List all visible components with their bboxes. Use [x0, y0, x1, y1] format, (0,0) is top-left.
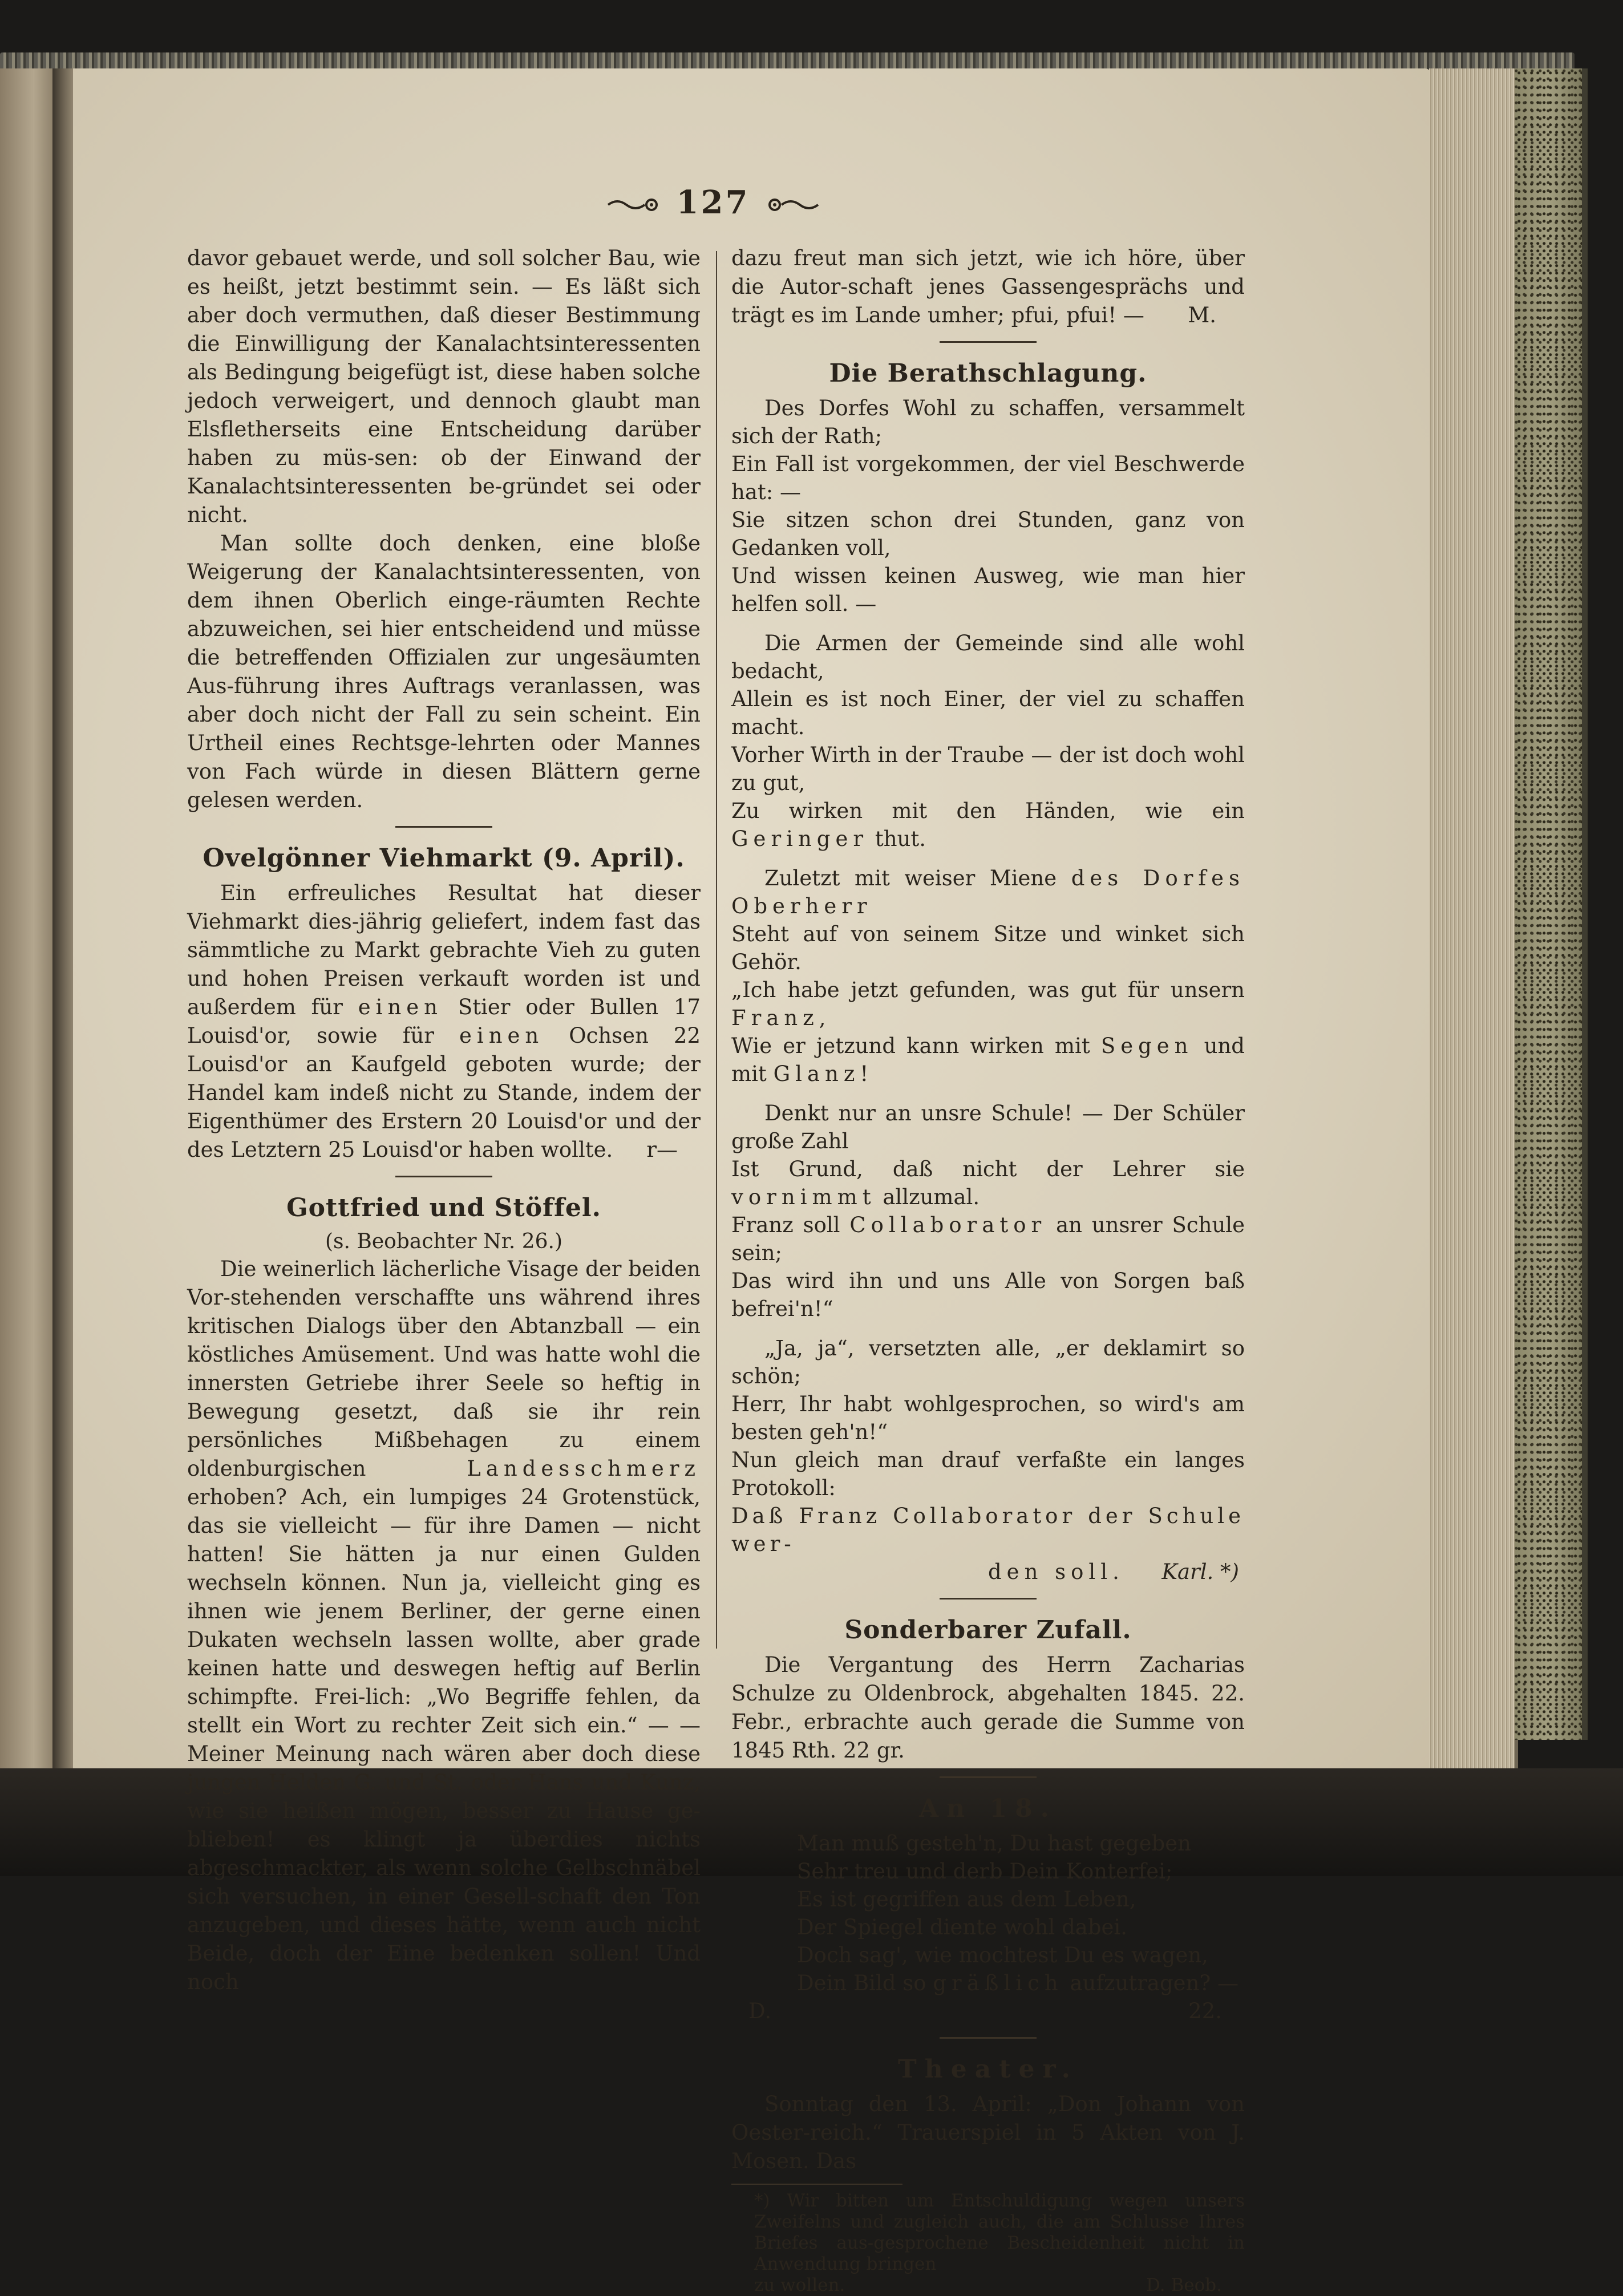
column-divider [716, 251, 717, 1649]
page-edges [1429, 68, 1518, 1771]
page-header [570, 184, 856, 221]
text-run: Die weinerlich lächerliche Visage der beiden Vor-stehenden verschaffte uns während ihres kritischen Dialogs über den Abtanzball — ein köstliches Amüsement. Und was hatte wohl die innersten Getriebe ihrer Seele so heftig in Bewegung gesetzt, daß sie ihr rein persönliches Mißbehagen zu einem oldenburgischen [187, 1257, 701, 1481]
spaced-emphasis: Landesschmerz [467, 1456, 701, 1481]
spaced-emphasis: Franz, [731, 1006, 831, 1030]
verse-line: Steht auf von seinem Sitze und winket sich Gehör. [731, 922, 1245, 974]
heading-ovelgoenne: Ovelgönner Viehmarkt (9. April). [203, 844, 685, 873]
verse-line [731, 797, 1245, 853]
verse-line: Sie sitzen schon drei Stunden, ganz von Gedanken voll, [731, 508, 1245, 560]
text-run: aufzutragen? — [1070, 1971, 1239, 1995]
spaced-emphasis: einen [459, 1023, 544, 1048]
stanza [731, 1099, 1245, 1323]
section-rule [395, 1176, 492, 1177]
signature-line [731, 1997, 1245, 2026]
spaced-emphasis: Collaborator [849, 1213, 1047, 1237]
verse-line: Sehr treu und derb Dein Konterfei; [797, 1859, 1173, 1884]
section-rule [940, 1598, 1037, 1599]
heading-theater: Theater. [897, 2055, 1078, 2084]
article-paragraph [187, 1255, 701, 1997]
stanza [731, 864, 1245, 1088]
spaced-emphasis: den soll. [988, 1560, 1124, 1584]
footnote-text: *) Wir bitten um Entschuldigung wegen unsers Zweifelns und zugleich auch, die am Schlusse Ihres Briefes aus-gesprochene Bescheidenheit nicht in Anwendung bringen [754, 2190, 1245, 2274]
poem [797, 1829, 1245, 1997]
signature: D. [748, 1999, 772, 2023]
stanza [731, 1334, 1245, 1586]
book-cover [1515, 68, 1588, 1740]
spaced-emphasis: Segen [1100, 1034, 1193, 1058]
section-rule [940, 1776, 1037, 1778]
text-run: Franz soll [731, 1213, 840, 1237]
spaced-emphasis: gräßlich [933, 1971, 1063, 1995]
text-run: allzumal. [883, 1185, 980, 1209]
footnote-end-line [754, 2275, 1245, 2296]
heading-berathschlagung: Die Berathschlagung. [829, 359, 1147, 388]
text-run: Zu wirken mit den Händen, wie ein [731, 799, 1245, 823]
verse-line: Des Dorfes Wohl zu schaffen, versammelt sich der Rath; [731, 396, 1245, 448]
text-run: Zuletzt mit weiser Miene [764, 866, 1057, 890]
article-paragraph: Man sollte doch denken, eine bloße Weigerung der Kanalachtsinteressenten, von dem ihnen Oberlich einge-räumten Rechte abzuweichen, sei hier entscheidend und müsse die betreffenden Offizialen zur ungesäumten Aus-führung ihres Auftrags veranlassen, was aber doch nicht der Fall zu sein scheint. Ein Urtheil eines Rechtsge-lehrten oder Mannes von Fach würde in diesen Blättern gerne gelesen werden. [187, 531, 701, 812]
verse-line: Ein Fall ist vorgekommen, der viel Beschwerde hat: — [731, 452, 1245, 504]
subtitle: (s. Beobachter Nr. 26.) [325, 1230, 563, 1253]
footnote-rule [731, 2184, 902, 2185]
spaced-emphasis: einen [358, 995, 443, 1019]
verse-line: Der Spiegel diente wohl dabei. [797, 1915, 1128, 1939]
footnote-text: zu wollen. [754, 2275, 845, 2295]
article-paragraph: dazu freut man sich jetzt, wie ich höre, über die Autor-schaft jenes Gassengesprächs und trägt es im Lande umher; pfui, pfui! — [731, 246, 1245, 327]
verse-line: Daß Franz Collaborator der Schule wer- [731, 1504, 1245, 1556]
verse-end-line [731, 1558, 1245, 1586]
article-paragraph: Die Vergantung des Herrn Zacharias Schulze zu Oldenbrock, abgehalten 1845. 22. Febr., erbrachte auch gerade die Summe von 1845 Rth. 22 gr. [731, 1653, 1245, 1763]
ornament-right-icon [763, 193, 820, 216]
article-paragraph [187, 879, 701, 1164]
spaced-emphasis: Glanz! [773, 1062, 874, 1086]
section-rule [940, 2037, 1037, 2039]
text-run: und mit [731, 1034, 1245, 1086]
verse-line [731, 864, 1245, 920]
verse-line: Man muß gesteh'n, Du hast gegeben [797, 1831, 1191, 1856]
heading-zufall: Sonderbarer Zufall. [844, 1615, 1132, 1645]
left-column [187, 244, 701, 1997]
verse-line: Doch sag', wie mochtest Du es wagen, [797, 1943, 1208, 1967]
verse-line [797, 1969, 1245, 1997]
text-run: Dein Bild so [797, 1971, 926, 1995]
signature: D. Beob. [1146, 2275, 1222, 2295]
text-run: Ochsen 22 Louisd'or an Kaufgeld geboten wurde; der Handel kam indeß nicht zu Stande, indem der Eigenthümer des Erstern 20 Louisd'or und der des Letztern 25 Louisd'or haben wollte. [187, 1023, 701, 1162]
left-page-edge [0, 68, 56, 1768]
text-run: Stier oder Bullen 17 Louisd'or, sowie für [187, 995, 701, 1048]
article-paragraph: davor gebauet werde, und soll solcher Bau, wie es heißt, jetzt bestimmt sein. — Es läßt sich aber doch vermuthen, daß dieser Bestimmung die Einwilligung der Kanalachtsinteressenten als Bedingung beigefügt ist, diese haben solche jedoch verweigert, und dennoch glaubt man Elsfletherseits eine Entscheidung darüber haben zu müs-sen: ob der Einwand der Kanalachtsinteressenten be-gründet sei oder nicht. [187, 246, 701, 527]
ornament-left-icon [606, 193, 663, 216]
verse-line [731, 1032, 1245, 1088]
signature: r— [646, 1137, 678, 1162]
text-run: erhoben? Ach, ein lumpiges 24 Grotenstück, das sie vielleicht — für ihre Damen — nicht hatten! Sie hätten ja nur einen Gulden wechseln können. Nun ja, vielleicht ging es ihnen wie jenem Berliner, der gerne einen Dukaten wechseln lassen wollte, aber grade keinen hatte und deswegen heftig auf Berlin schimpfte. Frei-lich: „Wo Begriffe fehlen, da stellt ein Wort zu rechter Zeit sich ein.“ — — Meiner Meinung nach wären aber doch diese jungen Helden G. und St. oder Hans und Kunz, wie sie heißen mögen, besser zu Hause ge-blieben! es klingt ja überdies nichts abgeschmackter, als wenn solche Gelbschnäbel sich versuchen, in einer Gesell-schaft den Ton anzugeben, und dieses hätte, wenn auch nicht Beide, doch der Eine bedenken sollen! Und noch [187, 1485, 701, 1994]
verse-line: Es ist gegriffen aus dem Leben, [797, 1887, 1136, 1912]
section-rule [940, 341, 1037, 343]
right-column [731, 244, 1245, 2296]
text-run: „Ich habe jetzt gefunden, was gut für unsern [731, 978, 1245, 1002]
verse-line: Vorher Wirth in der Traube — der ist doch wohl zu gut, [731, 743, 1245, 795]
verse-line: Und wissen keinen Ausweg, wie man hier helfen soll. — [731, 564, 1245, 616]
spaced-emphasis: vornimmt [731, 1185, 876, 1209]
verse-line: Herr, Ihr habt wohlgesprochen, so wird's am besten geh'n!“ [731, 1392, 1245, 1444]
page-number: 127 [676, 184, 750, 221]
section-rule [395, 826, 492, 828]
signature: Karl. *) [1161, 1560, 1239, 1584]
text-run: Wie er jetzund kann wirken mit [731, 1034, 1090, 1058]
signature: 22. [1188, 1999, 1222, 2023]
verse-line: Allein es ist noch Einer, der viel zu schaffen macht. [731, 687, 1245, 739]
stanza [731, 394, 1245, 618]
verse-line [731, 1155, 1245, 1211]
footnote [731, 2190, 1245, 2296]
spaced-emphasis: des Dorfes Oberherr [731, 866, 1245, 918]
text-run: Ein erfreuliches Resultat hat dieser Viehmarkt dies-jährig geliefert, indem fast das sämmtliche zu Markt gebrachte Vieh zu guten und hohen Preisen verkauft worden ist und außerdem für [187, 881, 701, 1019]
spaced-emphasis: Geringer [731, 827, 869, 851]
verse-line: Das wird ihn und uns Alle von Sorgen baß befrei'n!“ [731, 1269, 1245, 1321]
book-gutter [52, 68, 75, 1774]
verse-line: Nun gleich man drauf verfaßte ein langes Protokoll: [731, 1448, 1245, 1500]
verse-line [731, 976, 1245, 1032]
text-run: thut. [875, 827, 926, 851]
text-run: Ist Grund, daß nicht der Lehrer sie [731, 1157, 1245, 1181]
heading-an18: An 18. [919, 1794, 1057, 1823]
verse-line: Die Armen der Gemeinde sind alle wohl bedacht, [731, 631, 1245, 683]
signature: M. [1188, 303, 1216, 327]
verse-line: „Ja, ja“, versetzten alle, „er deklamirt so schön; [731, 1336, 1245, 1388]
heading-gottfried: Gottfried und Stöffel. [286, 1193, 601, 1222]
stanza [731, 629, 1245, 853]
verse-line [731, 1211, 1245, 1267]
text-run: an unsrer Schule sein; [731, 1213, 1245, 1265]
article-paragraph: Sonntag den 13. April: „Don Johann von Oester-reich.“ Trauerspiel in 5 Akten von J. Mosen. Das [731, 2092, 1245, 2173]
verse-line: Denkt nur an unsre Schule! — Der Schüler große Zahl [731, 1101, 1245, 1153]
